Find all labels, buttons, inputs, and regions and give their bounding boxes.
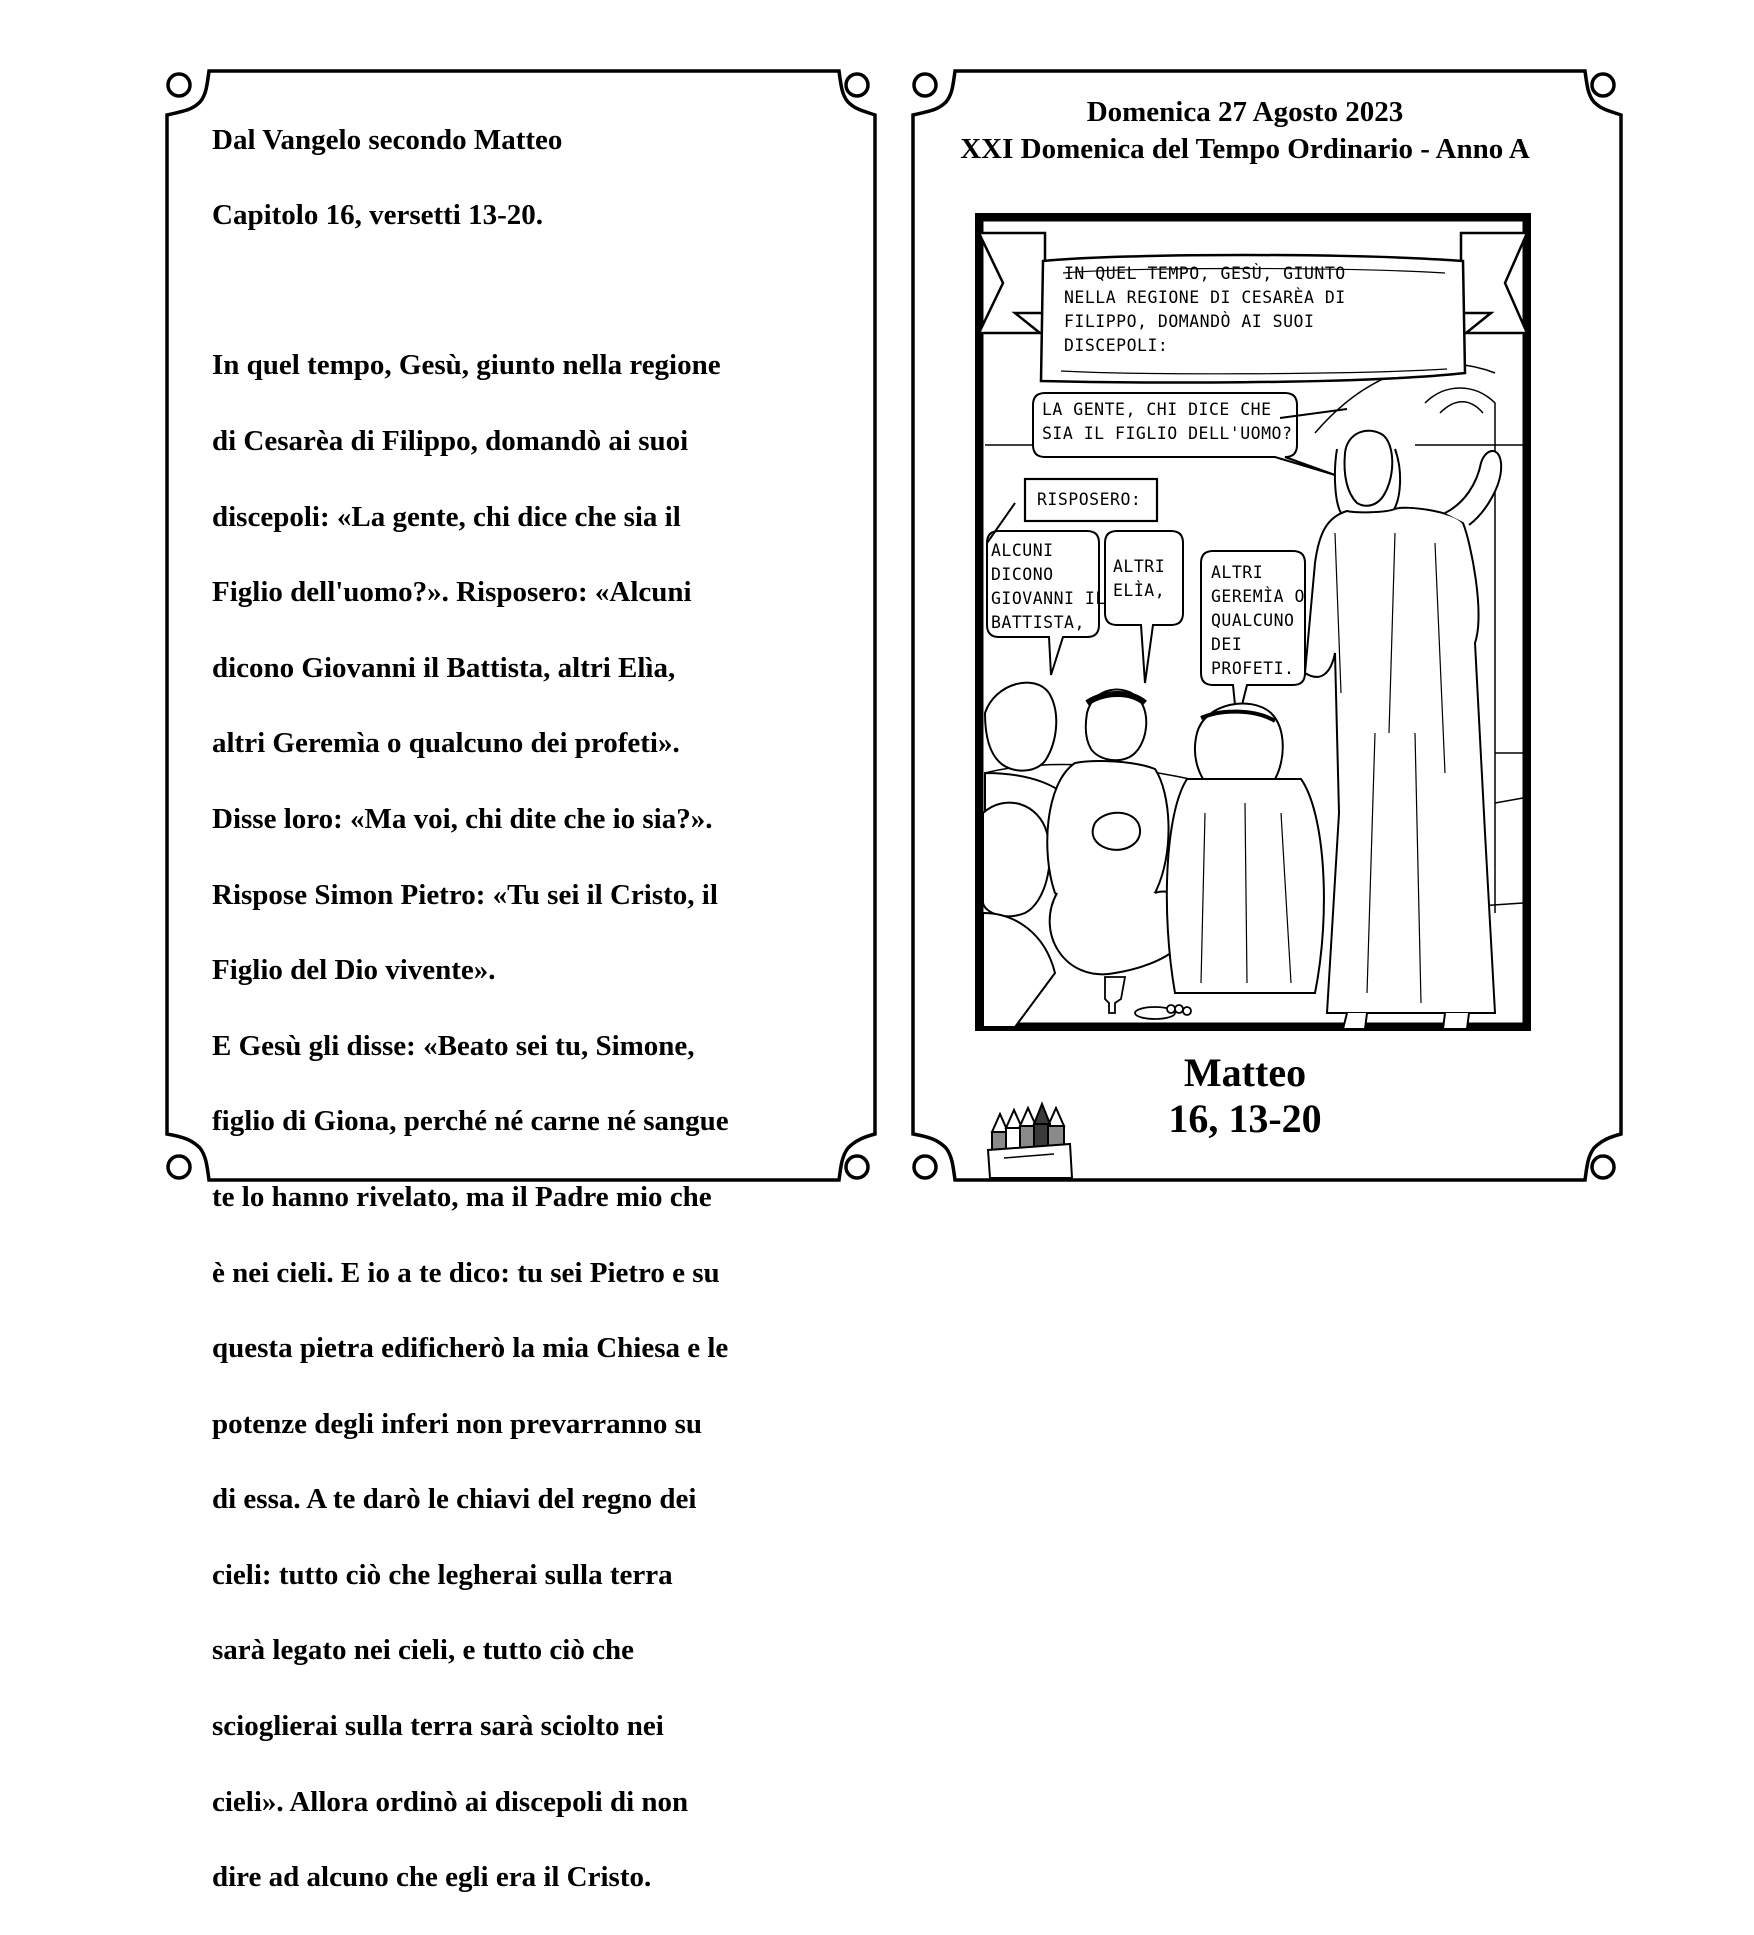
liturgy-header (915, 94, 1575, 168)
gospel-line: cieli: tutto ciò che legherai sulla terra (212, 1558, 673, 1591)
gospel-line: Disse loro: «Ma voi, chi dite che io sia?». (212, 802, 713, 835)
gospel-line: E Gesù gli disse: «Beato sei tu, Simone, (212, 1029, 695, 1062)
comic-answer-giovanni: ALCUNI DICONO GIOVANNI IL BATTISTA, (991, 541, 1106, 632)
reference-book: Matteo (1183, 1050, 1307, 1095)
comic-question-text: LA GENTE, CHI DICE CHE SIA IL FIGLIO DELL'UOMO? (1042, 400, 1293, 443)
comic-caption-banner: IN QUEL TEMPO, GESÙ, GIUNTO NELLA REGIONE DI CESARÈA DI FILIPPO, DOMANDÒ AI SUOI DISCEPOLI: (1064, 264, 1346, 355)
crayons-icon (984, 1098, 1076, 1180)
scripture-reference (1125, 1050, 1365, 1142)
comic-panel (975, 213, 1531, 1031)
gospel-line: Figlio dell'uomo?». Risposero: «Alcuni (212, 576, 692, 609)
gospel-line: cieli». Allora ordinò ai discepoli di non (212, 1785, 689, 1818)
liturgy-date: Domenica 27 Agosto 2023 (1086, 96, 1404, 128)
gospel-passage (212, 310, 852, 1935)
gospel-line: sarà legato nei cieli, e tutto ciò che (212, 1634, 634, 1667)
gospel-line: In quel tempo, Gesù, giunto nella regione (212, 349, 721, 382)
gospel-chapter: Capitolo 16, versetti 13-20. (212, 198, 544, 231)
comic-answered-text: RISPOSERO: (1037, 490, 1142, 509)
gospel-line: dire ad alcuno che egli era il Cristo. (212, 1861, 652, 1894)
gospel-line: dicono Giovanni il Battista, altri Elìa, (212, 651, 676, 684)
gospel-heading: Dal Vangelo secondo Matteo (212, 124, 563, 156)
gospel-line: figlio di Giona, perché né carne né sangue (212, 1105, 729, 1138)
gospel-line: potenze degli inferi non prevarranno su (212, 1407, 703, 1440)
reference-verses: 16, 13-20 (1168, 1096, 1322, 1141)
gospel-line: di essa. A te darò le chiavi del regno dei (212, 1483, 697, 1516)
gospel-line: altri Geremìa o qualcuno dei profeti». (212, 727, 680, 760)
gospel-line: Rispose Simon Pietro: «Tu sei il Cristo, il (212, 878, 718, 911)
gospel-line: discepoli: «La gente, chi dice che sia il (212, 500, 681, 533)
gospel-line: è nei cieli. E io a te dico: tu sei Pietro e su (212, 1256, 720, 1289)
gospel-text-block (212, 122, 852, 1935)
comic-answer-elia: ALTRI ELÌA, (1113, 557, 1166, 600)
gospel-line: di Cesarèa di Filippo, domandò ai suoi (212, 424, 689, 457)
comic-answer-geremia: ALTRI GEREMÌA O QUALCUNO DEI PROFETI. (1211, 563, 1305, 678)
liturgy-title: XXI Domenica del Tempo Ordinario - Anno A (960, 133, 1530, 165)
gospel-line: scioglierai sulla terra sarà sciolto nei (212, 1710, 664, 1743)
gospel-line: questa pietra edificherò la mia Chiesa e le (212, 1332, 729, 1365)
gospel-line: Figlio del Dio vivente». (212, 954, 496, 987)
gospel-line: te lo hanno rivelato, ma il Padre mio che (212, 1180, 712, 1213)
